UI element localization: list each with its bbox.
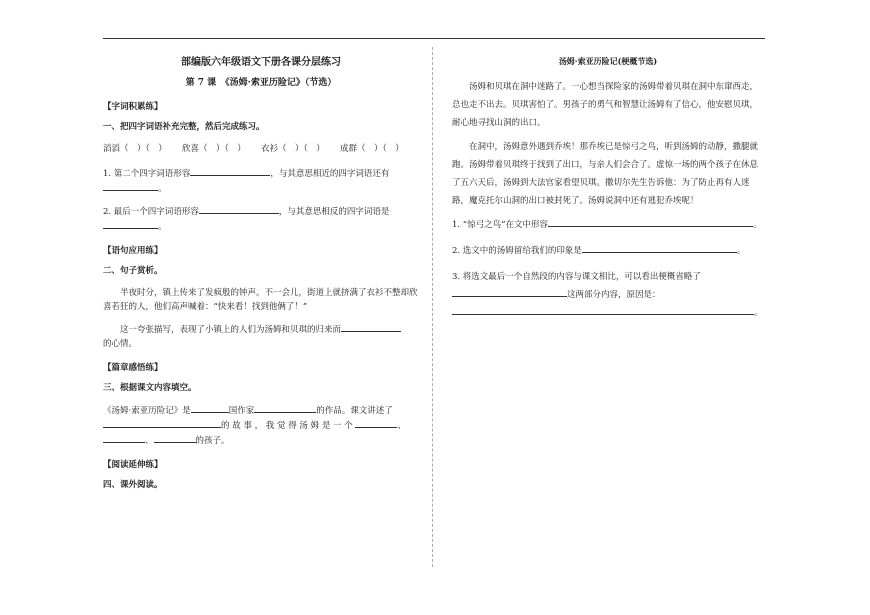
q3-text: 、 xyxy=(145,436,154,446)
q3-text: 的作品。课文讲述了 xyxy=(316,406,393,416)
word-item[interactable]: 欣喜（ ）（ ） xyxy=(182,144,246,154)
word-item[interactable]: 成群（ ）（ ） xyxy=(340,144,404,154)
q3-text: 的孩子。 xyxy=(195,436,230,446)
q1-item-2 xyxy=(103,204,419,234)
answer-blank[interactable] xyxy=(190,166,270,176)
reading-title: 汤姆·索亚历险记(梗概节选) xyxy=(558,56,658,66)
right-column xyxy=(452,54,764,330)
q1-item1-text: 1. 第二个四字词语形容 xyxy=(103,169,191,179)
q3-text: 《汤姆·索亚历险记》是 xyxy=(103,406,191,416)
answer-blank[interactable] xyxy=(355,418,397,428)
q2-passage: 半夜时分，镇上传来了发疯般的钟声。不一会儿，街道上就挤满了衣衫不整却欣喜若狂的人，他们高声喊着：“快来看！找到他俩了！” xyxy=(103,288,418,312)
reading-question-1 xyxy=(452,216,764,234)
q3-fill xyxy=(103,403,419,448)
lesson-subtitle: 第 7 课 《汤姆·索亚历险记》（节选） xyxy=(185,78,337,88)
answer-blank[interactable] xyxy=(341,322,401,332)
answer-blank[interactable] xyxy=(154,433,196,443)
answer-blank[interactable] xyxy=(582,243,737,253)
q2-analysis-end: 的心情。 xyxy=(103,339,138,349)
answer-blank[interactable] xyxy=(199,204,279,214)
section-vocab: 【字词积累练】 xyxy=(103,102,163,112)
rq3-end: 。 xyxy=(754,308,763,318)
rq1-text: 1. “惊弓之鸟”在文中形容 xyxy=(452,220,549,230)
answer-blank[interactable] xyxy=(103,433,145,443)
q2-heading: 二、句子赏析。 xyxy=(103,266,163,276)
rq3-text: 3. 将选文最后一个自然段的内容与课文相比，可以看出梗概省略了 xyxy=(452,272,701,282)
left-column xyxy=(103,54,419,500)
q3-text: 、 xyxy=(397,421,406,431)
word-item[interactable]: 滔滔（ ）（ ） xyxy=(103,144,167,154)
section-passage: 【篇章感悟练】 xyxy=(103,363,163,373)
section-reading: 【阅读延伸练】 xyxy=(103,460,163,470)
q2-analysis-text: 这一夸张描写，表现了小镇上的人们为汤姆和贝琪的归来而 xyxy=(120,325,342,335)
reading-question-2 xyxy=(452,242,764,260)
reading-paragraph-1: 汤姆和贝琪在洞中迷路了。一心想当探险家的汤姆带着贝琪在洞中东窜西走，总也走不出去。贝琪害怕了。男孩子的勇气和智慧让汤姆有了信心，他安慰贝琪，耐心地寻找山洞的出口。 xyxy=(452,82,759,128)
q3-text: 的 故 事 ， 我 觉 得 汤 姆 是 一 个 xyxy=(221,421,353,431)
reading-question-3 xyxy=(452,268,764,322)
q1-item2-text: 2. 最后一个四字词语形容 xyxy=(103,207,199,217)
reading-paragraph-2: 在洞中，汤姆意外遇到乔埃！那乔埃已是惊弓之鸟，听到汤姆的动静，撒腿就跑。汤姆带着贝琪终于找到了出口，与亲人们会合了。虚惊一场的两个孩子在休息了五六天后，汤姆到大法官家看望贝琪。撒切尔先生告诉他：为了防止再有人迷路，魔克托尔山洞的出口被封死了。汤姆说洞中还有逃犯乔埃呢！ xyxy=(452,142,759,206)
q1-item2-text2: ，与其意思相反的四字词语是 xyxy=(278,207,390,217)
answer-blank[interactable] xyxy=(548,217,753,227)
q3-text: 国作家 xyxy=(228,406,255,416)
q1-item-1 xyxy=(103,166,419,196)
answer-blank[interactable] xyxy=(191,403,229,413)
page-title: 部编版六年级语文下册各课分层练习 xyxy=(181,57,341,68)
answer-blank[interactable] xyxy=(103,418,221,428)
answer-blank[interactable] xyxy=(452,287,567,297)
q4-heading: 四、课外阅读。 xyxy=(103,480,163,490)
column-divider xyxy=(432,47,433,567)
rq1-end: 。 xyxy=(753,220,762,230)
word-item[interactable]: 衣衫（ ）（ ） xyxy=(261,144,325,154)
q1-item1-text2: ，与其意思相近的四字词语还有 xyxy=(270,169,390,179)
q1-item2-end: 。 xyxy=(158,222,167,232)
answer-blank[interactable] xyxy=(254,403,316,413)
rq3-text2: 这两部分内容，原因是： xyxy=(567,290,661,300)
rq2-text: 2. 选文中的汤姆留给我们的印象是 xyxy=(452,246,582,256)
answer-blank[interactable] xyxy=(103,181,158,191)
answer-blank[interactable] xyxy=(103,219,158,229)
q1-heading: 一、把四字词语补充完整，然后完成练习。 xyxy=(103,122,265,132)
rq2-end: 。 xyxy=(736,246,746,256)
top-rule xyxy=(103,38,765,39)
section-sentence: 【语句应用练】 xyxy=(103,246,163,256)
q1-item1-end: 。 xyxy=(158,184,167,194)
q2-analysis xyxy=(103,322,419,351)
q3-heading: 三、根据课文内容填空。 xyxy=(103,383,197,393)
q1-word-list xyxy=(103,142,419,156)
answer-blank[interactable] xyxy=(452,305,754,315)
